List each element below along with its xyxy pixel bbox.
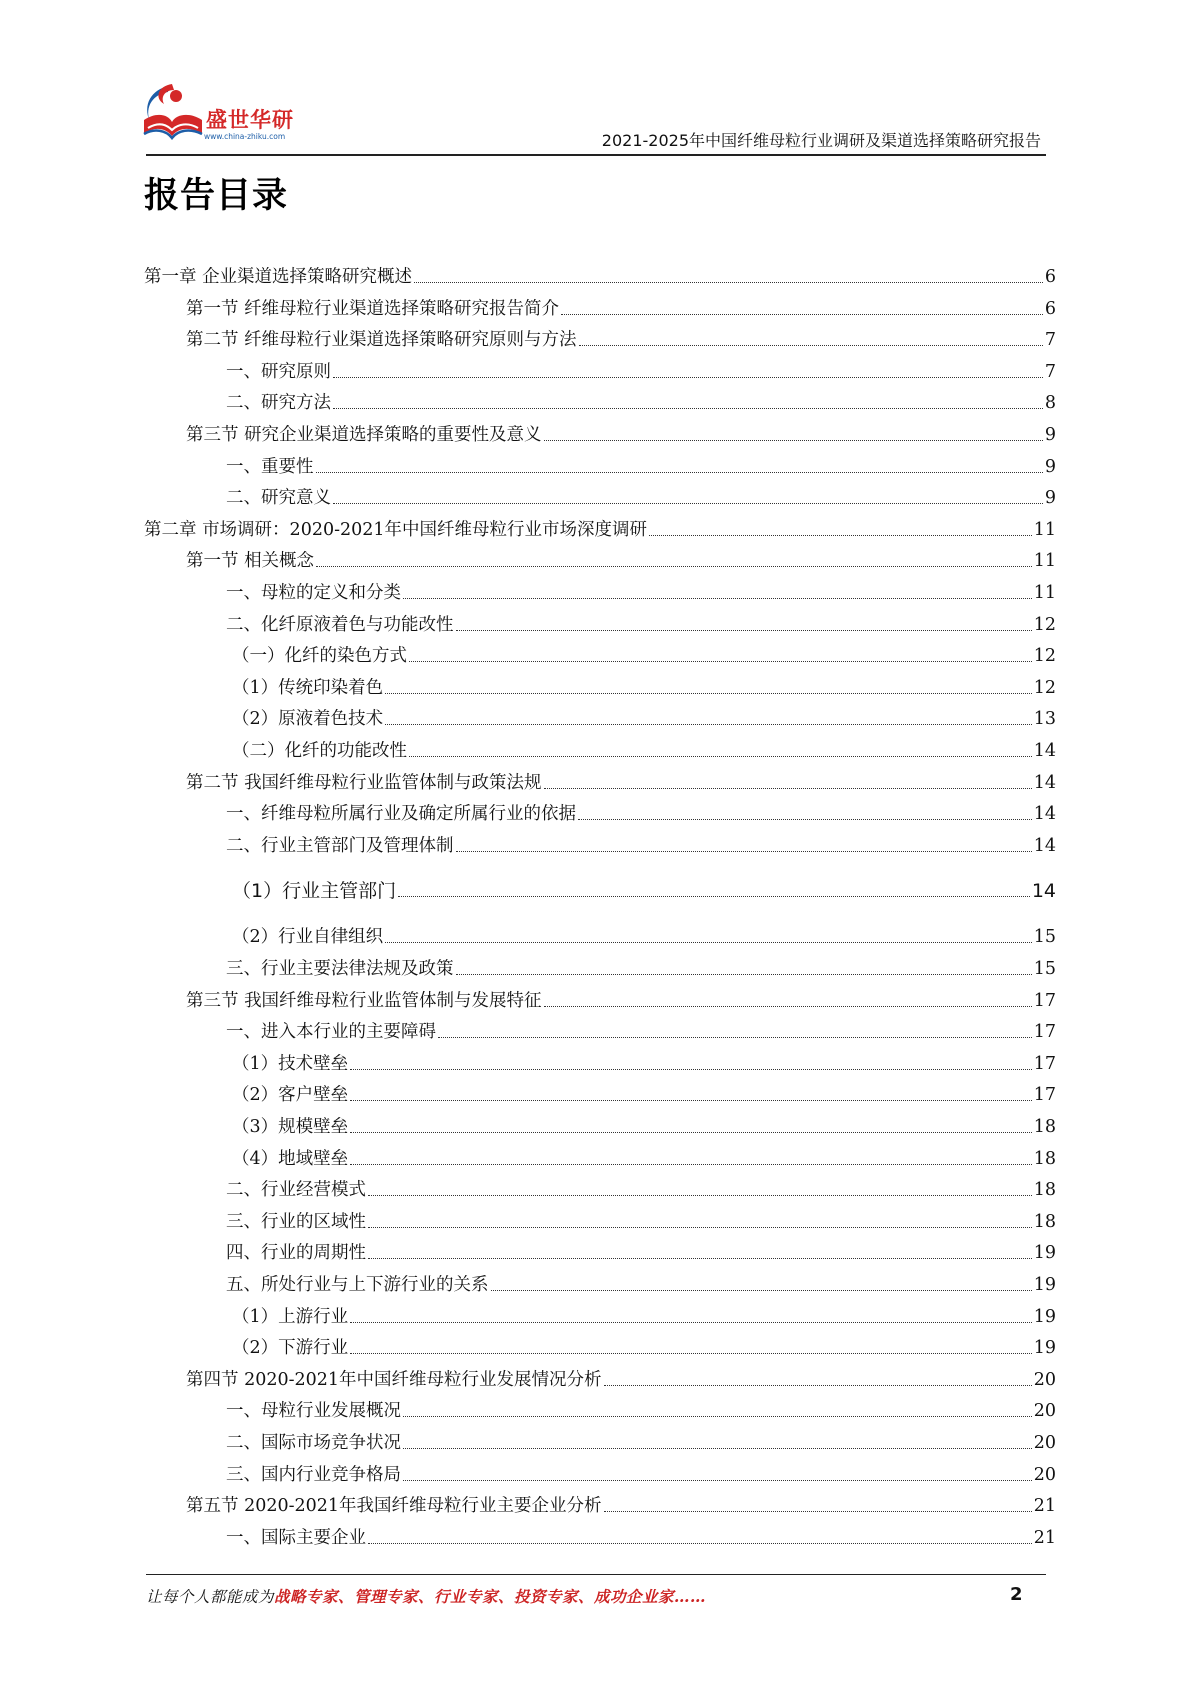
toc-entry[interactable] <box>226 827 1056 857</box>
toc-entry[interactable] <box>226 448 1056 478</box>
toc-entry-label: 第一章 企业渠道选择策略研究概述 <box>144 267 413 287</box>
toc-entry-label: （3）规模壁垒 <box>232 1117 349 1137</box>
toc-entry-page: 13 <box>1033 709 1056 730</box>
toc-entry-page: 6 <box>1044 267 1056 287</box>
toc-entry-page: 9 <box>1044 456 1056 477</box>
toc-entry[interactable] <box>232 732 1056 762</box>
toc-entry-label: 第三节 我国纤维母粒行业监管体制与发展特征 <box>186 990 542 1011</box>
toc-entry-page: 9 <box>1044 425 1056 445</box>
toc-entry[interactable] <box>226 606 1056 636</box>
toc-dot-leader <box>409 661 1032 662</box>
toc-dot-leader <box>544 1006 1032 1007</box>
toc-entry-label: （2）行业自律组织 <box>232 927 384 948</box>
toc-entry[interactable] <box>226 1013 1056 1043</box>
toc-entry-label: 第三节 研究企业渠道选择策略的重要性及意义 <box>186 425 542 445</box>
toc-entry[interactable] <box>232 1298 1056 1328</box>
book-logo-icon <box>138 82 204 144</box>
toc-entry-label: （一）化纤的染色方式 <box>232 646 407 667</box>
toc-entry-label: （2）客户壁垒 <box>232 1085 349 1106</box>
toc-dot-leader <box>456 974 1032 975</box>
toc-entry-page: 20 <box>1033 1401 1056 1422</box>
logo-url: www.china-zhiku.com <box>204 132 286 141</box>
toc-dot-leader <box>403 1448 1032 1449</box>
toc-dot-leader <box>350 1132 1032 1133</box>
toc-entry-label: 二、研究方法 <box>226 393 331 414</box>
toc-dot-leader <box>579 345 1043 346</box>
toc-entry-label: （2）下游行业 <box>232 1338 349 1359</box>
toc-dot-leader <box>333 503 1043 504</box>
toc-entry-label: 第二章 市场调研：2020-2021年中国纤维母粒行业市场深度调研 <box>144 519 648 540</box>
toc-entry-label: （1）行业主管部门 <box>232 880 397 903</box>
toc-entry[interactable] <box>226 1203 1056 1233</box>
toc-entry[interactable] <box>232 1108 1056 1138</box>
toc-entry-page: 11 <box>1033 583 1056 603</box>
footer-slogan-prefix: 让每个人都能成为 <box>146 1588 275 1606</box>
toc-entry-page: 17 <box>1033 990 1056 1011</box>
toc-entry[interactable] <box>186 290 1056 320</box>
toc-entry[interactable] <box>226 1456 1056 1486</box>
toc-dot-leader <box>438 1037 1032 1038</box>
toc-entry[interactable] <box>232 872 1056 902</box>
toc-dot-leader <box>403 598 1032 599</box>
toc-entry[interactable] <box>226 950 1056 980</box>
toc-entry-page: 14 <box>1033 835 1056 856</box>
toc-dot-leader <box>368 1543 1032 1544</box>
toc-entry[interactable] <box>232 1045 1056 1075</box>
toc-entry[interactable] <box>186 321 1056 351</box>
footer-divider <box>146 1574 1046 1575</box>
toc-dot-leader <box>456 630 1032 631</box>
toc-entry-label: （1）技术壁垒 <box>232 1053 349 1074</box>
toc-entry-page: 11 <box>1033 551 1056 572</box>
toc-dot-leader <box>409 756 1032 757</box>
toc-dot-leader <box>350 1322 1032 1323</box>
toc-dot-leader <box>385 693 1032 694</box>
toc-entry-label: （2）原液着色技术 <box>232 709 384 730</box>
toc-entry-page: 21 <box>1033 1527 1056 1548</box>
toc-entry-label: （1）上游行业 <box>232 1306 349 1327</box>
toc-dot-leader <box>649 535 1032 536</box>
toc-entry-label: 一、母粒的定义和分类 <box>226 583 401 603</box>
toc-entry-page: 7 <box>1044 361 1056 382</box>
toc-entry-page: 12 <box>1033 646 1056 667</box>
toc-entry[interactable] <box>186 764 1056 794</box>
toc-entry[interactable] <box>226 384 1056 414</box>
toc-entry-label: 一、母粒行业发展概况 <box>226 1401 401 1422</box>
toc-entry-page: 6 <box>1044 298 1056 319</box>
toc-dot-leader <box>544 440 1043 441</box>
toc-entry-page: 19 <box>1033 1275 1056 1295</box>
toc-entry[interactable] <box>186 1361 1056 1391</box>
toc-entry-label: 二、化纤原液着色与功能改性 <box>226 614 454 635</box>
toc-entry-page: 18 <box>1033 1180 1056 1201</box>
toc-dot-leader <box>350 1100 1032 1101</box>
toc-entry-page: 20 <box>1033 1464 1056 1485</box>
toc-entry-label: 第四节 2020-2021年中国纤维母粒行业发展情况分析 <box>186 1369 602 1390</box>
footer-slogan-highlight: 战略专家、管理专家、行业专家、投资专家、成功企业家…… <box>274 1587 707 1606</box>
toc-dot-leader <box>316 566 1032 567</box>
toc-entry-label: （1）传统印染着色 <box>232 677 384 698</box>
toc-entry-page: 15 <box>1033 959 1056 979</box>
toc-entry[interactable] <box>226 1266 1056 1296</box>
toc-entry[interactable] <box>186 982 1056 1012</box>
toc-entry[interactable] <box>226 1392 1056 1422</box>
toc-dot-leader <box>561 314 1043 315</box>
toc-entry-label: 一、国际主要企业 <box>226 1527 366 1548</box>
toc-entry-label: （4）地域壁垒 <box>232 1148 349 1169</box>
toc-entry-label: 一、进入本行业的主要障碍 <box>226 1022 436 1043</box>
toc-entry-label: 一、研究原则 <box>226 361 331 382</box>
toc-entry-page: 20 <box>1033 1369 1056 1390</box>
toc-entry[interactable] <box>232 700 1056 730</box>
toc-entry-label: 一、重要性 <box>226 456 314 477</box>
toc-dot-leader <box>316 472 1043 473</box>
toc-entry-page: 18 <box>1033 1117 1056 1137</box>
toc-dot-leader <box>578 819 1032 820</box>
page-header <box>0 0 1191 160</box>
document-title: 2021-2025年中国纤维母粒行业调研及渠道选择策略研究报告 <box>601 131 1041 150</box>
toc-dot-leader <box>333 408 1043 409</box>
toc-entry[interactable] <box>186 416 1056 446</box>
toc-dot-leader <box>368 1227 1032 1228</box>
toc-entry[interactable] <box>144 511 1056 541</box>
toc-dot-leader <box>544 788 1032 789</box>
toc-dot-leader <box>604 1385 1032 1386</box>
toc-entry[interactable] <box>226 1171 1056 1201</box>
toc-entry-label: 二、行业经营模式 <box>226 1180 366 1201</box>
toc-dot-leader <box>368 1195 1032 1196</box>
toc-entry[interactable] <box>232 1076 1056 1106</box>
toc-entry-label: 第一节 纤维母粒行业渠道选择策略研究报告简介 <box>186 298 560 319</box>
logo-name: 盛世华研 <box>206 108 294 132</box>
toc-entry-label: 一、纤维母粒所属行业及确定所属行业的依据 <box>226 804 576 825</box>
toc-entry[interactable] <box>226 795 1056 825</box>
page-number: 2 <box>1010 1584 1023 1605</box>
toc-entry-label: 四、行业的周期性 <box>226 1243 366 1264</box>
toc-dot-leader <box>350 1353 1032 1354</box>
company-logo <box>138 82 308 154</box>
toc-entry-page: 17 <box>1033 1085 1056 1106</box>
toc-entry[interactable] <box>232 637 1056 667</box>
page-title: 报告目录 <box>144 176 289 216</box>
footer-slogan <box>146 1585 706 1607</box>
toc-entry-page: 19 <box>1033 1338 1056 1359</box>
toc-entry-label: （二）化纤的功能改性 <box>232 741 407 761</box>
toc-entry[interactable] <box>226 353 1056 383</box>
toc-entry-label: 第二节 纤维母粒行业渠道选择策略研究原则与方法 <box>186 330 577 351</box>
toc-entry-page: 14 <box>1033 804 1056 825</box>
toc-dot-leader <box>456 851 1032 852</box>
toc-dot-leader <box>368 1258 1032 1259</box>
toc-entry-page: 17 <box>1033 1022 1056 1043</box>
toc-entry-page: 20 <box>1033 1433 1056 1453</box>
toc-entry-page: 14 <box>1033 741 1056 761</box>
toc-entry-label: 第五节 2020-2021年我国纤维母粒行业主要企业分析 <box>186 1496 602 1517</box>
toc-entry-page: 18 <box>1033 1148 1056 1169</box>
toc-entry[interactable] <box>186 1487 1056 1517</box>
toc-entry-label: 五、所处行业与上下游行业的关系 <box>226 1275 489 1295</box>
toc-entry-label: 二、国际市场竞争状况 <box>226 1433 401 1453</box>
toc-dot-leader <box>604 1511 1032 1512</box>
toc-entry-label: 二、研究意义 <box>226 488 331 509</box>
toc-entry[interactable] <box>226 1234 1056 1264</box>
toc-entry-page: 17 <box>1033 1053 1056 1074</box>
toc-entry-page: 9 <box>1044 488 1056 509</box>
toc-entry-page: 14 <box>1033 772 1056 793</box>
toc-entry-label: 二、行业主管部门及管理体制 <box>226 835 454 856</box>
toc-entry[interactable] <box>226 1519 1056 1549</box>
toc-entry-label: 三、国内行业竞争格局 <box>226 1464 401 1485</box>
toc-entry[interactable] <box>144 258 1056 288</box>
toc-dot-leader <box>414 282 1043 283</box>
toc-entry[interactable] <box>232 1140 1056 1170</box>
toc-entry-page: 19 <box>1033 1243 1056 1264</box>
toc-entry-label: 三、行业主要法律法规及政策 <box>226 959 454 979</box>
toc-entry[interactable] <box>226 1424 1056 1454</box>
toc-entry-page: 7 <box>1044 330 1056 351</box>
toc-entry-page: 18 <box>1033 1211 1056 1232</box>
toc-entry-page: 8 <box>1044 393 1056 414</box>
toc-dot-leader <box>398 896 1030 897</box>
toc-entry[interactable] <box>226 574 1056 604</box>
toc-entry-page: 19 <box>1033 1306 1056 1327</box>
toc-dot-leader <box>333 377 1043 378</box>
toc-entry-page: 14 <box>1031 880 1056 903</box>
toc-entry-label: 第二节 我国纤维母粒行业监管体制与政策法规 <box>186 772 542 793</box>
header-divider <box>146 154 1046 156</box>
toc-entry[interactable] <box>226 479 1056 509</box>
toc-dot-leader <box>385 942 1032 943</box>
toc-entry-label: 第一节 相关概念 <box>186 551 315 572</box>
toc-dot-leader <box>403 1416 1032 1417</box>
toc-dot-leader <box>491 1290 1032 1291</box>
toc-entry-label: 三、行业的区域性 <box>226 1211 366 1232</box>
toc-entry[interactable] <box>186 542 1056 572</box>
toc-entry[interactable] <box>232 1329 1056 1359</box>
toc-dot-leader <box>350 1069 1032 1070</box>
toc-entry[interactable] <box>232 918 1056 948</box>
toc-dot-leader <box>403 1480 1032 1481</box>
toc-entry-page: 12 <box>1033 614 1056 635</box>
toc-entry-page: 21 <box>1033 1496 1056 1517</box>
toc-entry-page: 11 <box>1033 519 1056 540</box>
toc-dot-leader <box>350 1164 1032 1165</box>
toc-entry-page: 15 <box>1033 927 1056 948</box>
toc-dot-leader <box>385 724 1032 725</box>
toc-entry[interactable] <box>232 669 1056 699</box>
toc-entry-page: 12 <box>1033 677 1056 698</box>
